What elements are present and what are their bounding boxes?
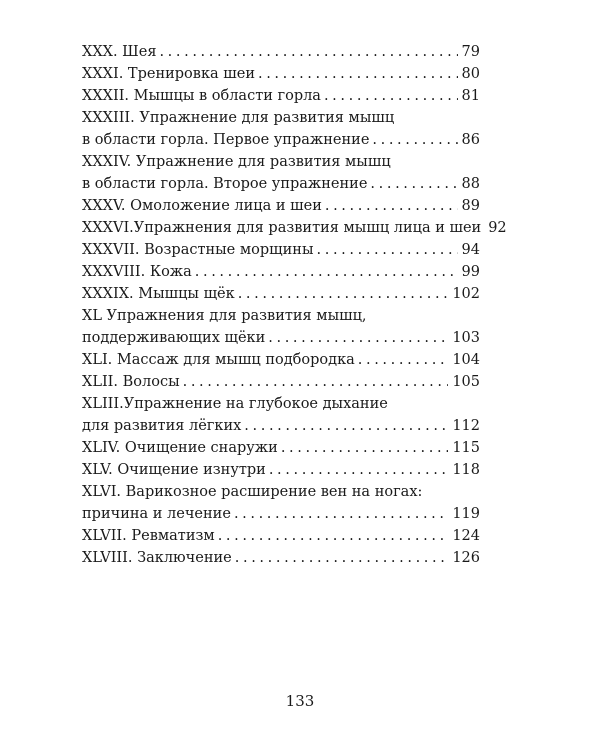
toc-entry-title: XXXI. Тренировка шеи [82,66,255,82]
toc-entry-line [82,371,480,393]
toc-entry-title: XXX. Шея [82,44,157,60]
toc-entry-title: XXXVI.Упражнения для развития мышц лица и шеи [82,220,482,236]
toc-entry-page: 94 [461,242,480,258]
toc-entry [82,525,480,547]
toc-entry-title: поддерживающих щёки [82,330,266,346]
toc-entry [82,283,480,305]
toc-entry-page: 124 [452,528,480,544]
toc-entry-title: XLIV. Очищение снаружи [82,440,278,456]
toc-entry-line [82,305,480,327]
toc-entry-page: 105 [452,374,480,390]
toc-entry-line [82,547,480,569]
toc-entry [82,261,480,283]
toc-entry-line [82,525,480,547]
toc-entry-line [82,261,480,283]
toc-dot-leader [195,261,458,283]
toc-entry [82,371,480,393]
toc-entry-title: XLV. Очищение изнутри [82,462,266,478]
toc-entry-page: 80 [461,66,480,82]
table-of-contents [82,41,507,569]
toc-entry-page: 99 [461,264,480,280]
toc-entry-title: XLIII.Упражнение на глубокое дыхание [82,396,388,412]
toc-entry-title: XXXVIII. Кожа [82,264,192,280]
toc-entry [82,305,480,349]
toc-entry [82,459,480,481]
toc-entry-title: XXXII. Мышцы в области горла [82,88,321,104]
toc-entry-line [82,349,480,371]
toc-entry-title: XL Упражнения для развития мышц, [82,308,367,324]
toc-entry-line [82,85,480,107]
toc-entry [82,547,480,569]
toc-dot-leader [281,437,449,459]
toc-entry-line [82,217,507,239]
toc-entry-line [82,503,480,525]
toc-entry-title: XLVII. Ревматизм [82,528,215,544]
toc-dot-leader [235,547,449,569]
toc-entry [82,437,480,459]
toc-entry-page: 88 [461,176,480,192]
toc-entry-page: 103 [452,330,480,346]
toc-entry-line [82,393,480,415]
toc-entry-line [82,129,480,151]
toc-entry-title: для развития лёгких [82,418,242,434]
toc-entry-line [82,151,480,173]
toc-entry-title: XXXIX. Мышцы щёк [82,286,235,302]
toc-entry-page: 104 [452,352,480,368]
toc-entry [82,85,480,107]
toc-entry-page: 89 [461,198,480,214]
toc-entry [82,63,480,85]
toc-entry-page: 119 [452,506,480,522]
toc-entry-line [82,63,480,85]
page-number: 133 [285,692,315,710]
toc-entry-page: 81 [461,88,480,104]
toc-entry [82,349,480,371]
toc-dot-leader [324,85,458,107]
toc-entry [82,481,480,525]
toc-dot-leader [269,459,448,481]
toc-dot-leader [244,415,448,437]
toc-entry-title: причина и лечение [82,506,231,522]
toc-entry-page: 102 [452,286,480,302]
toc-entry-line [82,327,480,349]
toc-dot-leader [370,173,457,195]
toc-dot-leader [218,525,449,547]
toc-dot-leader [234,503,448,525]
toc-entry-title: XLII. Волосы [82,374,180,390]
toc-entry-title: XXXIII. Упражнение для развития мышц [82,110,395,126]
toc-dot-leader [325,195,458,217]
toc-dot-leader [238,283,449,305]
toc-entry-title: в области горла. Второе упражнение [82,176,368,192]
toc-dot-leader [268,327,448,349]
toc-entry-line [82,173,480,195]
toc-entry-line [82,195,480,217]
toc-entry-title: XXXIV. Упражнение для развития мышц [82,154,391,170]
toc-entry-line [82,459,480,481]
toc-entry-line [82,283,480,305]
toc-entry-page: 115 [452,440,480,456]
toc-entry-line [82,107,480,129]
toc-entry-title: XXXV. Омоложение лица и шеи [82,198,322,214]
toc-entry-line [82,239,480,261]
toc-entry-page: 126 [452,550,480,566]
toc-entry-line [82,41,480,63]
toc-entry-title: XLVIII. Заключение [82,550,232,566]
toc-entry-line [82,415,480,437]
toc-entry-page: 112 [452,418,480,434]
toc-entry [82,151,480,195]
toc-entry-page: 118 [452,462,480,478]
toc-dot-leader [159,41,457,63]
toc-entry-page: 79 [461,44,480,60]
toc-entry [82,107,480,151]
toc-entry-title: XLVI. Варикозное расширение вен на ногах: [82,484,423,500]
toc-entry-page: 86 [461,132,480,148]
toc-dot-leader [317,239,458,261]
toc-entry-line [82,481,480,503]
toc-dot-leader [183,371,449,393]
toc-entry-page: 92 [488,220,507,236]
toc-entry [82,239,480,261]
toc-dot-leader [358,349,449,371]
toc-entry [82,393,480,437]
toc-entry [82,195,480,217]
toc-entry-title: XLI. Массаж для мышц подбородка [82,352,355,368]
toc-dot-leader [372,129,457,151]
toc-entry-title: XXXVII. Возрастные морщины [82,242,314,258]
toc-dot-leader [258,63,458,85]
toc-entry-title: в области горла. Первое упражнение [82,132,370,148]
toc-entry [82,217,507,239]
toc-entry-line [82,437,480,459]
toc-entry [82,41,480,63]
